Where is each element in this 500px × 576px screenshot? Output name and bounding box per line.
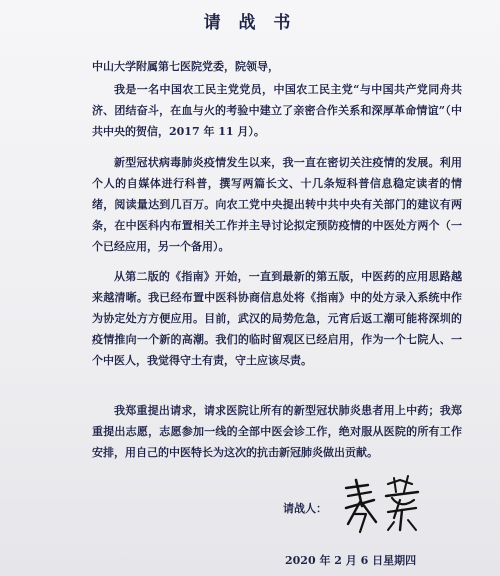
paragraph-2: 新型冠状病毒肺炎疫情发生以来，我一直在密切关注疫情的发展。利用个人的自媒体进行科普，撰写两篇长文、十几条短科普信息稳定读者的情绪，阅读量达到几百万。向农工党中央提出转中共中央有关部门的建议有两条，在中医科内布置相关工作并主导讨论拟定预防疫情的中医处方两个（一个已经应用，另一个备用）。 [92,156,462,253]
paragraph-3: 从第二版的《指南》开始，一直到最新的第五版，中医药的应用思路越来越清晰。我已经布置中医科协商信息处将《指南》中的处方录入系统中作为协定处方方便应用。目前，武汉的局势危急，元宵后返工潮可能将深圳的疫情推向一个新的高潮。我们的临时留观区已经启用，作为一个七院人、一个中医人，我觉得守土有责，守土应该尽责。 [92,270,462,367]
signer-label: 请战人： [283,502,327,515]
paragraph-1: 我是一名中国农工民主党党员，中国农工民主党“与中国共产党同舟共济、团结奋斗，在血与火的考验中建立了亲密合作关系和深厚革命情谊”（中共中央的贺信，2017 年 11 月）。 [92,83,462,138]
paragraph-4: 我郑重提出请求，请求医院让所有的新型冠状肺炎患者用上中药；我郑重提出志愿，志愿参加一线的全部中医会诊工作，绝对服从医院的所有工作安排，用自己的中医特长为这次的抗击新冠肺炎做出贡献。 [92,404,462,459]
page-title: 请 战 书 [203,13,297,33]
letter-date: 2020 年 2 月 6 日星期四 [285,554,417,567]
salutation: 中山大学附属第七医院党委，院领导， [92,60,279,73]
handwritten-signature [338,472,438,538]
